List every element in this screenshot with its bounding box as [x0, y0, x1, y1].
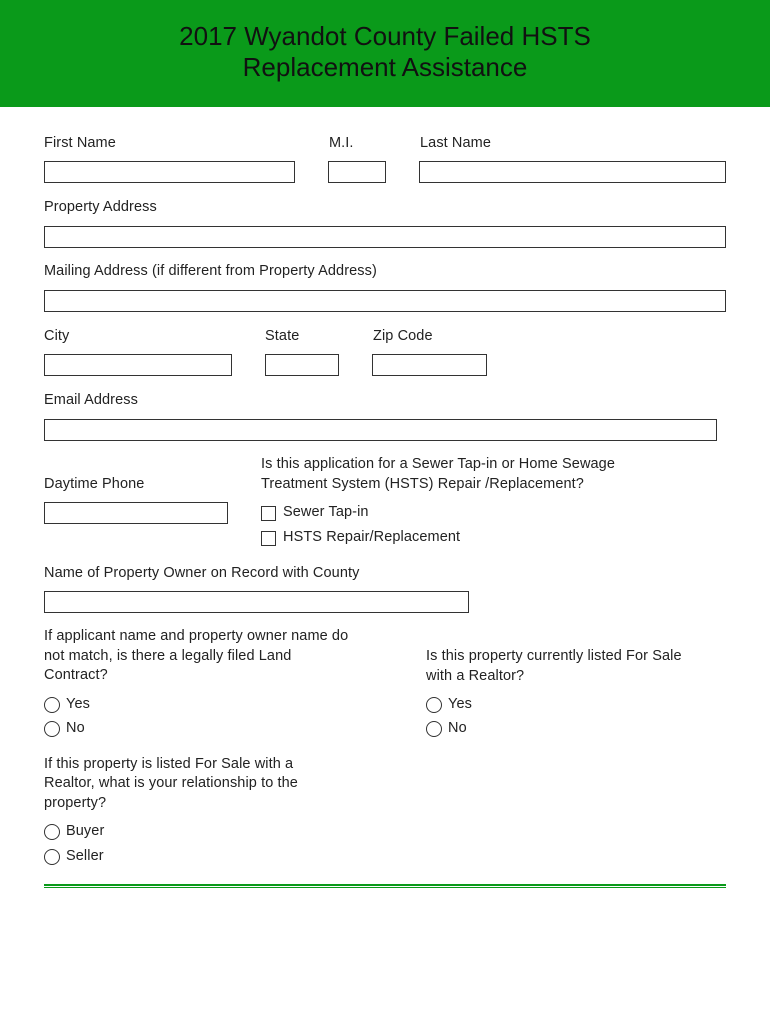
for-sale-question-line-2: with a Realtor? [426, 668, 525, 684]
mi-label: M.I. [329, 135, 354, 151]
for-sale-yes-label: Yes [448, 696, 472, 712]
state-field[interactable] [265, 354, 339, 376]
buyer-label: Buyer [66, 823, 105, 839]
hsts-repair-label: HSTS Repair/Replacement [283, 529, 461, 545]
form-title-line-2: Replacement Assistance [242, 52, 528, 82]
application-type-question-line-1: Is this application for a Sewer Tap-in or Home Sewage [261, 456, 616, 472]
relationship-question-line-1: If this property is listed For Sale with a [44, 756, 294, 772]
land-contract-question-line-3: Contract? [44, 667, 108, 683]
mailing-address-field[interactable] [44, 290, 726, 312]
relationship-question-line-3: property? [44, 795, 107, 811]
bottom-divider-bottom [44, 887, 726, 888]
mi-field[interactable] [328, 161, 386, 183]
land-contract-question-line-2: not match, is there a legally filed Land [44, 648, 292, 664]
property-address-field[interactable] [44, 226, 726, 248]
for-sale-no-radio[interactable] [426, 721, 442, 737]
land-contract-question-line-1: If applicant name and property owner name do [44, 628, 349, 644]
seller-radio[interactable] [44, 849, 60, 865]
sewer-tapin-checkbox[interactable] [261, 506, 276, 521]
form-title-line-1: 2017 Wyandot County Failed HSTS [179, 21, 591, 51]
last-name-label: Last Name [420, 135, 492, 151]
zip-field[interactable] [372, 354, 487, 376]
land-contract-yes-label: Yes [66, 696, 90, 712]
city-label: City [44, 328, 70, 344]
land-contract-no-label: No [66, 720, 85, 736]
first-name-label: First Name [44, 135, 116, 151]
mailing-address-label: Mailing Address (if different from Property Address) [44, 263, 377, 279]
email-label: Email Address [44, 392, 138, 408]
bottom-divider-top [44, 884, 726, 886]
header-banner [0, 0, 770, 107]
daytime-phone-field[interactable] [44, 502, 228, 524]
application-type-question-line-2: Treatment System (HSTS) Repair /Replacement? [261, 476, 584, 492]
last-name-field[interactable] [419, 161, 726, 183]
relationship-question-line-2: Realtor, what is your relationship to the [44, 775, 298, 791]
daytime-phone-label: Daytime Phone [44, 476, 145, 492]
owner-name-field[interactable] [44, 591, 469, 613]
land-contract-no-radio[interactable] [44, 721, 60, 737]
owner-name-label: Name of Property Owner on Record with County [44, 565, 360, 581]
hsts-repair-checkbox[interactable] [261, 531, 276, 546]
buyer-radio[interactable] [44, 824, 60, 840]
city-field[interactable] [44, 354, 232, 376]
for-sale-no-label: No [448, 720, 467, 736]
property-address-label: Property Address [44, 199, 157, 215]
sewer-tapin-label: Sewer Tap-in [283, 504, 369, 520]
for-sale-yes-radio[interactable] [426, 697, 442, 713]
land-contract-yes-radio[interactable] [44, 697, 60, 713]
state-label: State [265, 328, 300, 344]
for-sale-question-line-1: Is this property currently listed For Sale [426, 648, 682, 664]
zip-label: Zip Code [373, 328, 433, 344]
email-field[interactable] [44, 419, 717, 441]
first-name-field[interactable] [44, 161, 295, 183]
seller-label: Seller [66, 848, 104, 864]
